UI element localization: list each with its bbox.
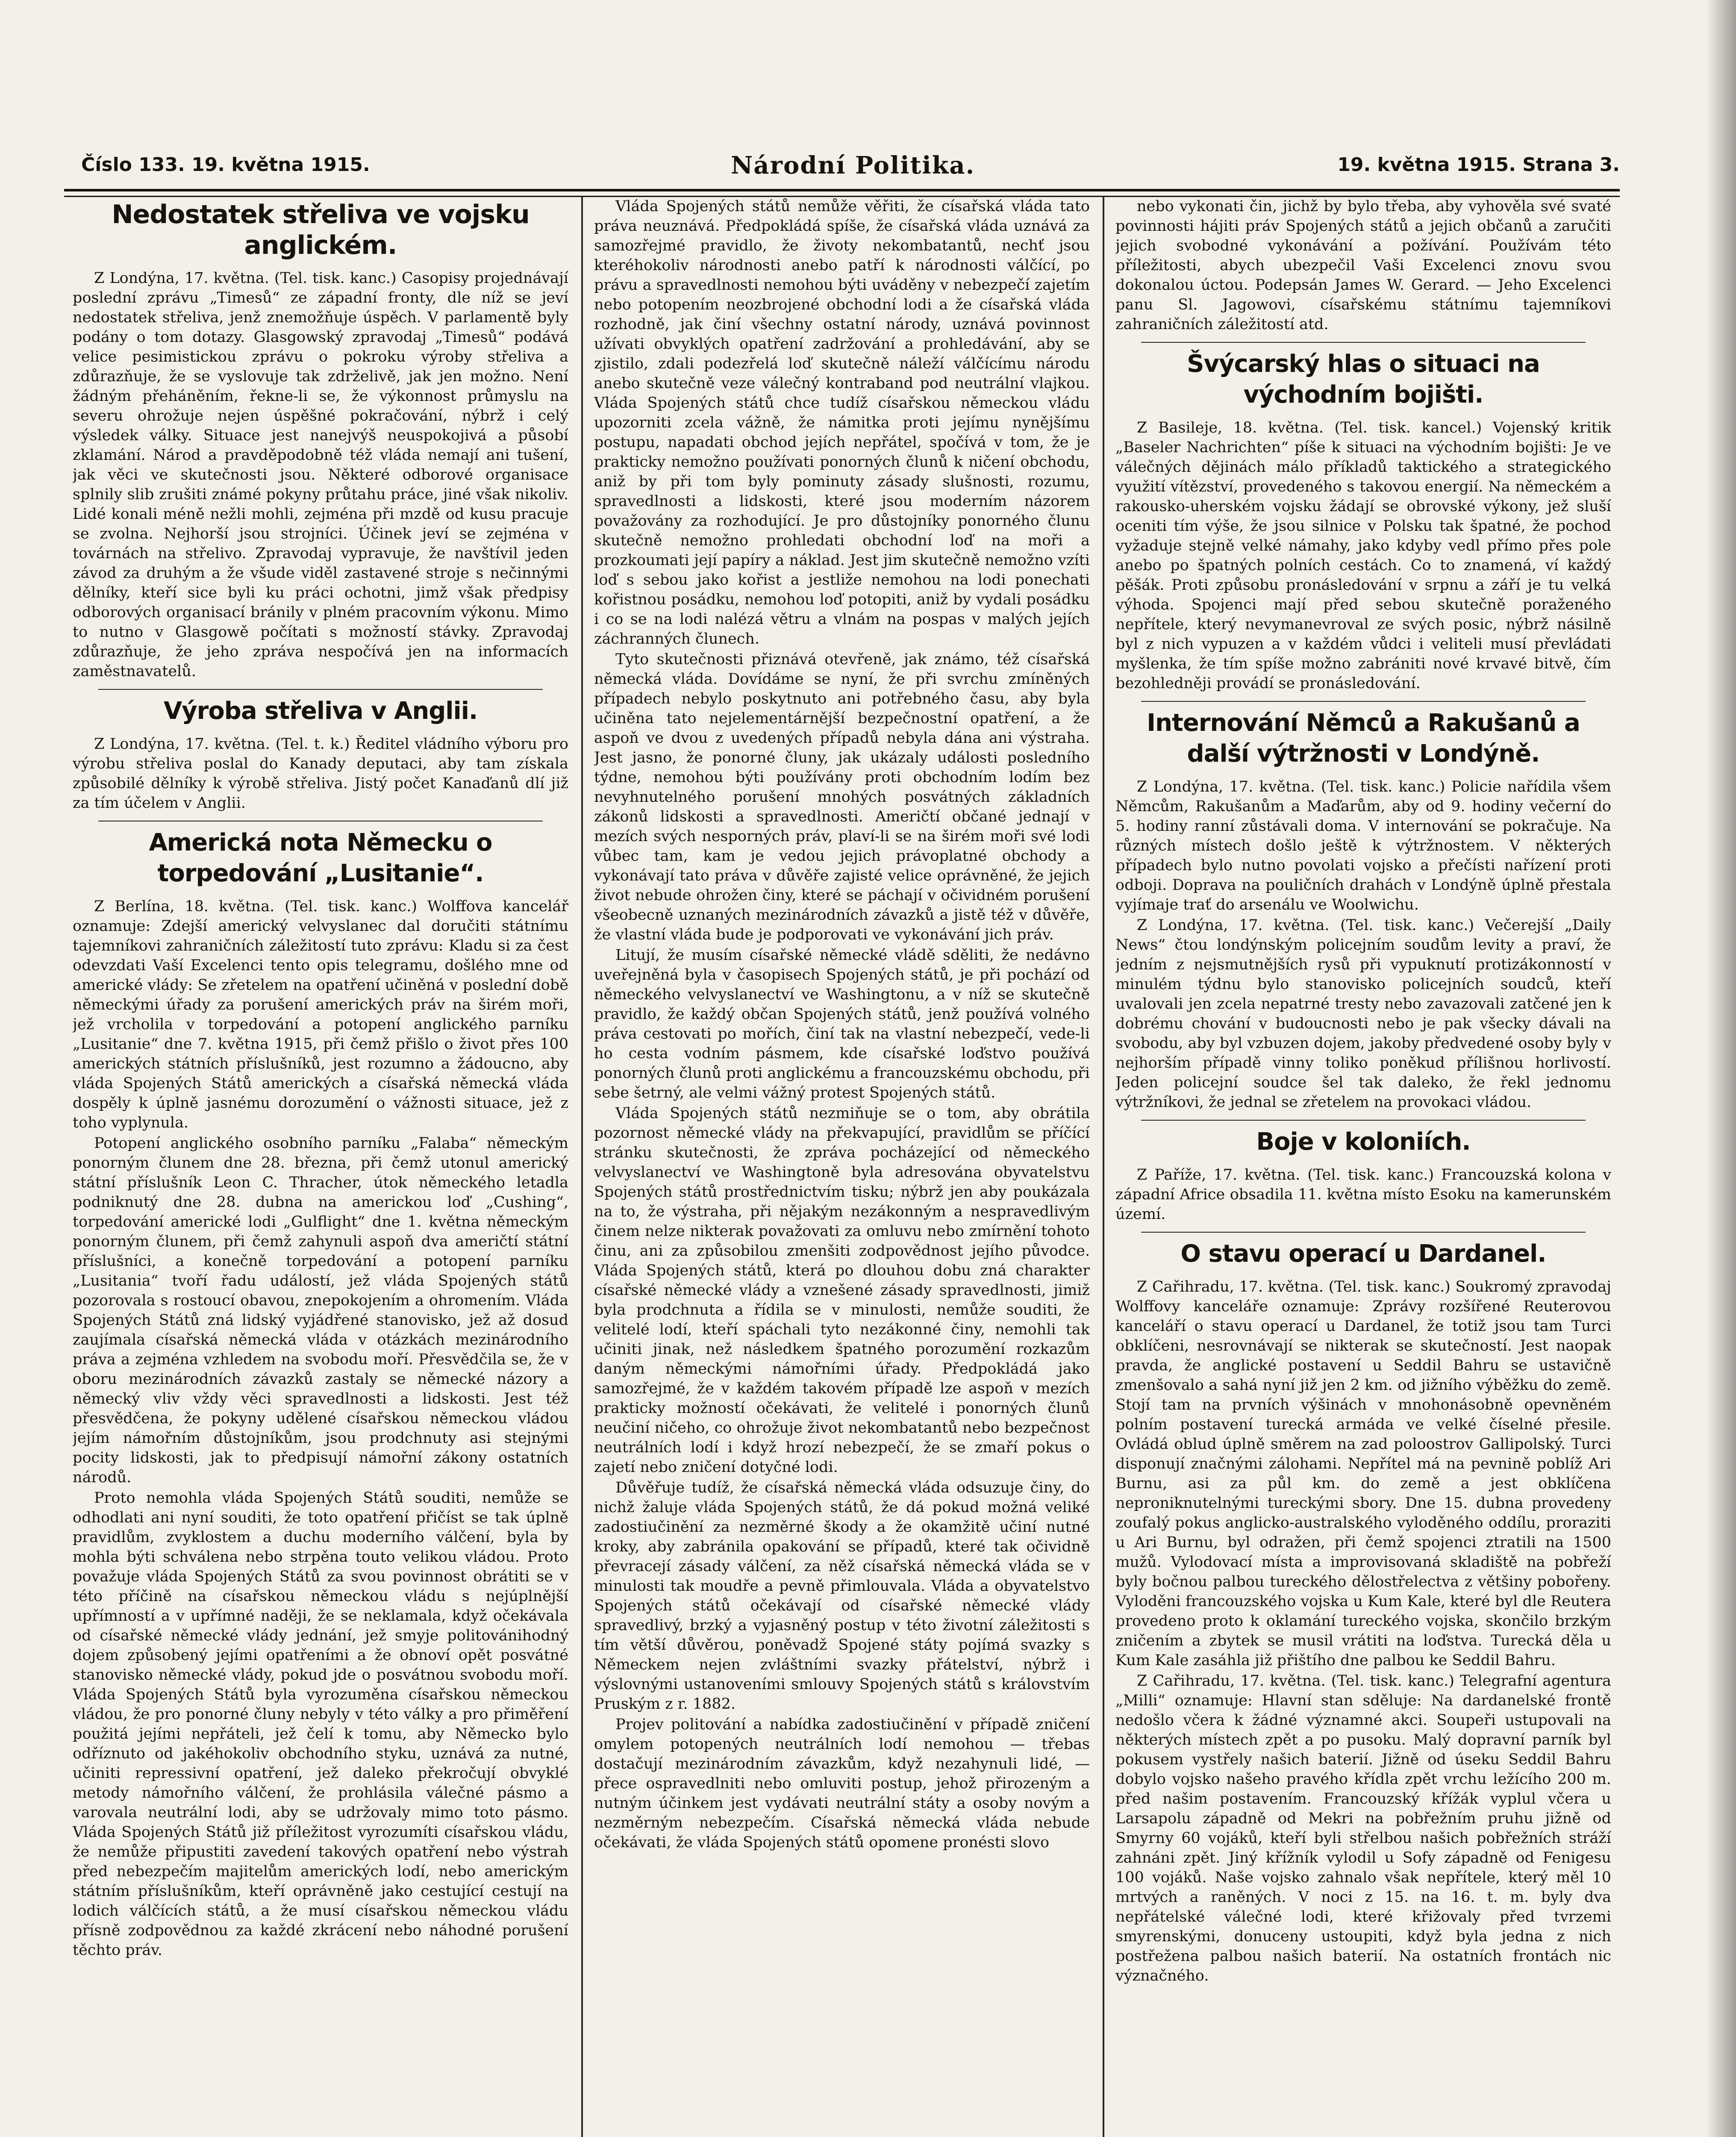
article-title: Americká nota Německu o torpedování „Lusitanie“. (149, 829, 492, 887)
article-paragraph: Proto nemohla vláda Spojených Států souditi, nemůže se odhodlati ani nyní souditi, že toto opatření přičíst se tak úplně pravidlům, zvyklostem a duchu moderního válčení, byla by mohla býti schválena nebo strpěna touto velikou vládou. Proto považuje vláda Spojených Států za svou povinnost obrátiti se v této příčině na císařskou německou vládu s nejúplnější upřímností a v upřímné naději, že se neklamala, když očekávala od císařské německé vlády jednání, jež smyje politovánihodný dojem způsobený jejími opatřeními a že obnoví opět posvátné stanovisko německé vlády, pokud jde o posvátnou svobodu moří. Vláda Spojených Států byla vyrozuměna císařskou německou vládou, že pro ponorné čluny nebyly v této války a pro přiměření použitá jejími nepřáteli, jež čelí k tomu, aby Německo bylo odříznuto od jakéhokoliv obchodního styku, uznává za nutné, učiniti repressivní opatření, jež daleko překročují obvyklé metody námořního válčení, že prohlásila válečné pásmo a varovala neutrální lodi, aby se udržovaly mimo toto pásmo. Vláda Spojených Států již příležitost vyrozumíti císařskou vládu, že nemůže připustiti zavedení takových opatření nebo výstrah před nebezpečím majitelům amerických lodí, nebo americkým státním příslušníkům, kteří oprávněně jako cestující cestují na lodich válčících států, a že musí císařskou německou vládu přísně zodpovědnou za každé zkrácení nebo náhodné porušení těchto práv. (73, 1489, 568, 1959)
date-page-number: 19. května 1915. Strana 3. (1337, 154, 1620, 176)
article-paragraph: Z Cařihradu, 17. května. (Tel. tisk. kanc.) Telegrafní agentura „Milli“ oznamuje: Hlavní stan sděluje: Na dardanelské frontě nedošlo včera k žádné významné akci. Soupeři ustupovali na některých místech zpět a po pusoku. Malý dopravní parník byl pokusem vystřely našich baterií. Jižně od úseku Seddil Bahru dobylo vojsko našeho pravého křídla zpět vrchu ležícího 200 m. před našim postavením. Francouzský křížák vyplul včera u Larsapolu západně od Mekri na pobřežním pruhu jižně od Smyrny 60 vojáků, kteří byli střelbou našich pobřežních stráží zahnáni zpět. Jiný křížník vylodil u Sofy západně od Fenigesu 100 vojáků. Naše vojsko zahnalo však nepřítele, který měl 10 mrtvých a raněných. V noci z 15. na 16. t. m. byly dva nepřátelské válečné lodi, které křižovaly před tvrzemi smyrenskými, donuceny ustoupiti, když byla jedna z nich postřežena palbou našich baterií. Na ostatních frontách nic význačného. (1115, 1672, 1611, 1984)
article-paragraph: Z Cařihradu, 17. května. (Tel. tisk. kanc.) Soukromý zpravodaj Wolffovy kanceláře oznamuje: Zprávy rozšířené Reuterovou kanceláří o stavu operací u Dardanel, že totiž jsou tam Turci obklíčeni, nesrovnávají se nikterak se skutečností. Jest naopak pravda, že anglické postavení u Seddil Bahru se ustavičně zmenšovalo a sahá nyní již jen 2 km. od jižního výběžku do země. Stojí tam na prvních výšinách v mnohonásobně opevněném polním postavení turecká armáda ve velké číselné přesile. Ovládá oblud úplně směrem na zad poloostrov Gallipolský. Turci disponují značnými zálohami. Nepřítel má na pevnině poblíž Ari Burnu, asi za půl km. do země a jest obklíčena neproniknutelnými tureckými sbory. Dne 15. dubna provedeny zoufalý pokus anglicko-australského vyloděného oddílu, proraziti u Ari Burnu, byl odražen, při čemž spojenci ztratili na 1500 mužů. Vylodovací místa a improvisovaná skladiště na pobřeží byly bočnou palbou tureckého dělostřelectva z většiny pobořeny. Vyloděni francouzského vojska u Kum Kale, které byl dle Reutera provedeno proto k oklamání tureckého vojska, skončilo brzkým zničením a zbytek se musil vrátiti na loďstva. Turecká děla u Kum Kale zasáhla již přištího dne palbou ke Seddil Bahru. (1115, 1278, 1611, 1669)
article-paragraph: Projev politování a nabídka zadostiučinění v případě zničení omylem potopených neutrálních lodí nemohou — třebas dostačují mezinárodním závazkům, když nezahynuli lidé, — přece ospravedlniti nebo omluviti postup, jehož přirozeným a nutným účinkem jest vydávati neutrální státy a osoby novým a nezměrným nebezpečím. Císařská německá vláda nebude očekávati, že vláda Spojených států opomene pronésti slovo (594, 1716, 1090, 1851)
column-divider (1103, 197, 1104, 2137)
article-paragraph: Důvěřuje tudíž, že císařská německá vláda odsuzuje činy, do nichž žaluje vláda Spojených států, že dá pokud možná veliké zadostiučinění za nezměrné škody a že okamžitě učiní nutné kroky, aby zabránila opakování se případů, které tak očividně převracejí zásady válčení, za něž císařská německá vláda se v minulosti tak moudře a pevně přimlouvala. Vláda a obyvatelstvo Spojených států očekávají od císařské německé vlády spravedlivý, brzký a vyjasněný postup v této životní záležitosti s tím větší důvěrou, poněvadž Spojené státy pojímá svazky s Německem nejen zvláštními svazky přátelství, nýbrž i výslovnými ustanoveními smlouvy Spojených států s královstvím Pruským z r. 1882. (594, 1479, 1090, 1713)
article-separator (1141, 1232, 1586, 1233)
article-title: Nedostatek střeliva ve vojsku anglickém. (112, 200, 530, 260)
column-1 (73, 197, 568, 2137)
article-paragraph: Litují, že musím císařské německé vládě sděliti, že nedávno uveřejněná byla v časopisech Spojených států, je při pochází od německého velvyslanectví ve Washingtonu, a v níž se skutečně pravidlo, že každý občan Spojených států, jenž používá volného práva cestovati po mořích, činí tak na vlastní nebezpečí, vede-li ho cesta vodním pásmem, kde císařské loďstvo používá ponorných člunů proti anglickému a francouzskému obchodu, při sebe šetrný, ale velmi vážný protest Spojených států. (594, 947, 1090, 1101)
column-3 (1115, 197, 1611, 2137)
article-paragraph: Vláda Spojených států nezmiňuje se o tom, aby obrátila pozornost německé vlády na překvapující, pravidlům se příčící stránku skutečnosti, že zpráva pocházející od německého velvyslanectví ve Washingtoně byla adresována obyvatelstvu Spojených států prostřednictvím tisku; nýbrž jen aby poukázala na to, že výstraha, při nějakým nezákonným a nespravedlivým činem nelze nikterak považovati za omluvu nebo zmírnění tohoto činu, ani za způsobilou zmenšiti zodpovědnost jejího původce. Vláda Spojených států, která po dlouhou dobu zná charakter císařské německé vlády a vznešené zásady spravedlnosti, jimiž byla prodchnuta a řídila se v minulosti, nemůže souditi, že velitelé lodí, kteří spáchali tyto nezákonné činy, nemohli tak učiniti jinak, než následkem špatného porozumění rozkazům daným německými námořními úřady. Předpokládá jako samozřejmé, že v každém takovém případě lze aspoň v mezích prakticky možností očekávati, že velitelé i ponorných člunů neučiní ničeho, co ohrožuje život nekombatantů nebo bezpečnost neutrálních lodí i když hrozí nebezpečí, že se zmaří pokus o zajetí nebo zničení dotyčné lodi. (594, 1105, 1090, 1476)
newspaper-title: Národní Politika. (731, 151, 975, 180)
article-paragraph: Z Londýna, 17. května. (Tel. tisk. kanc.) Policie nařídila všem Němcům, Rakušanům a Maďarům, aby od 9. hodiny večerní do 5. hodiny ranní zůstávali doma. V internování se pokračuje. Na různých místech došlo ještě k výtržnostem. V některých případech bylo nutno povolati vojsko a přečísti nařízení proti odboji. Doprava na pouličních drahách v Londýně úplně přestala vyjímaje trať do arsenálu ve Woolwichu. (1115, 778, 1611, 913)
article-paragraph: Z Londýna, 17. května. (Tel. tisk. kanc.) Večerejší „Daily News“ čtou londýnským policejním soudům levity a praví, že jedním z nejsmutnějších rysů při vypuknutí protizákonností v minulém týdnu bylo stanovisko policejních soudců, kteří uvalovali jen zcela nepatrné tresty nebo zavazovali zatčené jen k dobrému chování v budoucnosti nebo je pak všecky dávali na svobodu, aby byl vzbuzen dojem, jakoby předvedené osoby byly v nejhorším případě vinny toliko poněkud přílišnou horlivostí. Jeden policejní soudce šel tak daleko, že řekl jednomu výtržníkovi, že jednal se zřetelem na provokaci vládou. (1115, 917, 1611, 1111)
column-divider (581, 197, 583, 2137)
article-separator (1141, 701, 1586, 702)
column-2 (594, 197, 1090, 2137)
scan-edge-shadow (1706, 0, 1736, 2137)
page-header (64, 151, 1620, 184)
article-title: Internování Němců a Rakušanů a další výtržnosti v Londýně. (1147, 709, 1580, 768)
article-paragraph: Z Berlína, 18. května. (Tel. tisk. kanc.) Wolffova kancelář oznamuje: Zdejší americký velvyslanec dal doručiti státnímu tajemníkovi zahraničních záležitostí tuto zprávu: Kladu si za čest odevzdati Vaší Excelenci tento opis telegramu, došlého mne od americké vlády: Se zřetelem na opatření učiněná v poslední době německými úřady za porušení amerických práv na širém moři, jež vrcholila v torpedování a potopení anglického parníku „Lusitanie“ dne 7. května 1915, při čemž přišlo o život přes 100 amerických státních příslušníků, jest rozumno a žádoucno, aby vláda Spojených Států amerických a císařská německá vláda dospěly k úplně jasnému dorozumění o vážnosti situace, jež z toho vyplynula. (73, 898, 568, 1131)
article-separator (1141, 342, 1586, 343)
article-paragraph: Z Londýna, 17. května. (Tel. t. k.) Ředitel vládního výboru pro výrobu střeliva poslal do Kanady deputaci, aby tam získala způsobilé dělníky k výrobě střeliva. Jistý počet Kanaďanů dlí již za tím účelem v Anglii. (73, 736, 568, 812)
article-title: Švýcarský hlas o situaci na východním bojišti. (1187, 350, 1540, 409)
issue-number: Číslo 133. 19. května 1915. (81, 154, 370, 176)
article-title: Boje v koloniích. (1256, 1128, 1471, 1156)
article-paragraph: Z Londýna, 17. května. (Tel. tisk. kanc.) Casopisy projednávají poslední zprávu „Timesů“ ze západní fronty, dle níž se jeví nedostatek střeliva, jenž znemožňuje úspěch. V parlamentě byly podány o tom dotazy. Glasgowský zpravodaj „Timesů“ podává velice pesimistickou zprávu o pokroku výroby střeliva a zdůrazňuje, že se vyslovuje tak zdrželivě, jak jen možno. Není žádným přeháněním, řekne-li se, že výkonnost průmyslu na severu ohrožuje nejen úspěšné pokračování, nýbrž i celý výsledek války. Situace jest nanejvýš neuspokojivá a působí zklamání. Národ a pravděpodobně též vláda nemají ani tušení, jak věci ve skutečnosti jsou. Některé odborové organisace splnily slib zrušiti známé pokyny průtahu práce, jiné však nikoliv. Lidé konali méně nežli mohli, zejména při mzdě od kusu pracuje se zvolna. Nejhorší jsou strojníci. Účinek jeví se zejména v továrnách na střelivo. Zpravodaj vypravuje, že navštívil jeden závod za druhým a že všude viděl zastavené stroje s nečinnými dělníky, kteří sice byli ku práci ochotni, jimž však předpisy odborových organisací bránily v plném pracovním výkonu. Mimo to nutno v Glasgowě počítati s možností stávky. Zpravodaj zdůrazňuje, že jeho zpráva nespočívá jen na informacích zaměstnavatelů. (73, 270, 568, 680)
article-paragraph: Z Paříže, 17. května. (Tel. tisk. kanc.) Francouzská kolona v západní Africe obsadila 11. května místo Esoku na kamerunském území. (1115, 1166, 1611, 1223)
article-paragraph: nebo vykonati čin, jichž by bylo třeba, aby vyhověla své svaté povinnosti hájiti práv Spojených států a jejich občanů a zaručiti jejich svobodné vykonávání a požívání. Používám této příležitosti, abych ubezpečil Vaši Excelenci znovu svou dokonalou úctou. Podepsán James W. Gerard. — Jeho Excelenci panu Sl. Jagowovi, císařskému státnímu tajemníkovi zahraničních záležitostí atd. (1115, 198, 1611, 333)
article-paragraph: Tyto skutečnosti přiznává otevřeně, jak známo, též císařská německá vláda. Dovídáme se nyní, že při svrchu zmíněných případech nebylo poskytnuto ani potřebného času, aby byla učiněna tato nejelementárnější bezpečnostní opatření, a že aspoň ve dvou z uvedených případů nebyla dána ani výstraha. Jest jasno, že ponorné čluny, jak ukázaly události posledního týdne, nemohou býti používány proti obchodním lodím bez nevyhnutelného porušení mnohých posvátných základních zákonů lidskosti a spravedlnosti. Američtí občané jednají v mezích svých nesporných práv, plaví-li se na širém moři své lodi vůbec tam, kam je vedou jejich právoplatné obchody a vykonávají tato práva v důvěře zajisté velice oprávněné, že jejich život nebude ohrožen činy, které se páchají v očividném porušení všeobecně uznaných mezinárodních závazků a jistě též v důvěře, že vlastní vláda bude je podporovati ve vykonávání jich práv. (594, 651, 1090, 943)
article-separator (1141, 1120, 1586, 1121)
header-rule (64, 189, 1620, 197)
article-title: O stavu operací u Dardanel. (1180, 1240, 1546, 1268)
article-title: Výroba střeliva v Anglii. (163, 697, 478, 725)
article-paragraph: Vláda Spojených států nemůže věřiti, že císařská vláda tato práva neuznává. Předpokládá spíše, že císařská vláda uznává za samozřejmé pravidlo, že životy nekombatantů, nechť jsou kteréhokoliv národnosti anebo patří k národnosti válčící, po právu a spravedlnosti nemohou býti uváděny v nebezpečí zajetím nebo potopením neozbrojené obchodní lodi a že císařská vláda rozhodně, jak činí všechny ostatní národy, uznává povinnost užívati obvyklých opatření zadržování a prohledávání, aby se zjistilo, zdali podezřelá loď skutečně náleží válčícímu národu anebo skutečně veze válečný kontraband pod neutrální vlajkou. Vláda Spojených států chce tudíž císařskou německou vládu upozorniti zcela vážně, že námitka proti jejímu nynějšímu postupu, napadati obchod jejích nepřátel, spočívá v tom, že je prakticky nemožno používati ponorných člunů k ničení obchodu, aniž by při tom byly pominuty zásady slušnosti, rozumu, spravedlnosti a lidskosti, které jsou moderním názorem považovány za rozhodující. Je pro důstojníky ponorného člunu skutečně nemožno prohledati obchodní loď na moři a prozkoumati její papíry a náklad. Jest jim skutečně nemožno vzíti loď s sebou jako kořist a jestliže nemohou na lodi ponechati kořistnou posádku, nemohou loď potopiti, aniž by vydali posádku i co se na lodi nalézá větru a vlnám na pospas v malých jejích záchranných člunech. (594, 198, 1090, 648)
article-paragraph: Potopení anglického osobního parníku „Falaba“ německým ponorným člunem dne 28. března, při čemž utonul americký státní příslušník Leon C. Thracher, útok německého letadla podniknutý dne 28. dubna na americkou loď „Cushing“, torpedování americké lodi „Gulflight“ dne 1. května německým ponorným člunem, při čemž zahynuli aspoň dva američtí státní příslušníci, a konečně torpedování a potopení parníku „Lusitania“ tvoří řadu událostí, jež vláda Spojených států pozorovala s rostoucí obavou, znepokojením a ohromením. Vláda Spojených Států zná lidský vyjádřené stanovisko, jež až dosud zaujímala císařská německá vláda v otázkách mezinárodního práva a zejména vzhledem na svobodu moří. Přesvědčila se, že v oboru mezinárodních závazků zastaly se německé názory a německý vliv vždy věci spravedlnosti a lidskosti. Jest též přesvědčena, že pokyny udělené císařskou německou vládou jejím námořním důstojníkům, jsou prodchnuty asi stejnými pocity lidskosti, jak to předpisují námořní zákony ostatních národů. (73, 1135, 568, 1486)
article-separator (98, 689, 543, 690)
article-paragraph: Z Basileje, 18. května. (Tel. tisk. kancel.) Vojenský kritik „Baseler Nachrichten“ píše k situaci na východním bojišti: Je ve válečných dějinách málo příkladů taktického a strategického využití vítězství, provedeného s takovou energií. Na německém a rakousko-uherském vojsku žádají se obrovské výkony, jež sluší oceniti tím výše, že jsou silnice v Polsku tak špatné, že pochod vyžaduje stejně velké námahy, jako kdyby vedl přímo přes pole anebo po špatných polních cestách. Co to znamená, ví každý pěšák. Proti způsobu pronásledování v srpnu a září je tu velká výhoda. Spojenci mají před sebou skutečně poraženého nepřítele, který nevymanevroval ze svých posic, nýbrž násilně byl z nich vypuzen a v každém vůdci i veliteli musí převládati myšlenka, že tím spíše možno zabrániti nové krvavé bitvě, čím bezohledněji provádí se pronásledování. (1115, 419, 1611, 692)
